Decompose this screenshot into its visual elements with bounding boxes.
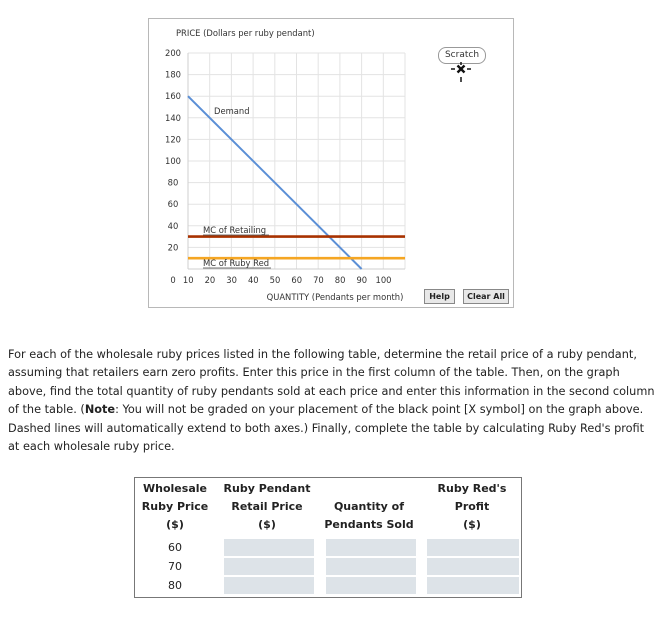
wholesale-price-cell: 60: [168, 541, 182, 554]
header-profit: [425, 480, 519, 534]
header-line: Retail Price: [231, 500, 303, 513]
x-tick-label: 50: [269, 275, 281, 285]
instructions-text: [8, 346, 658, 456]
quantity-sold-input-80[interactable]: [326, 577, 416, 594]
y-tick-label: 80: [167, 177, 179, 188]
header-line: Ruby Red's: [437, 482, 507, 495]
demand-label: Demand: [214, 106, 250, 116]
y-tick-label: 60: [167, 199, 179, 210]
header-line: Wholesale: [143, 482, 207, 495]
quantity-sold-input-60[interactable]: [326, 539, 416, 556]
y-tick-label: 160: [165, 91, 181, 102]
header-line: Profit: [454, 500, 490, 513]
y-tick-label: 200: [165, 48, 181, 58]
header-wholesale-ruby-price: [139, 480, 211, 534]
x-tick-label: 30: [226, 275, 237, 285]
header-line: ($): [258, 518, 276, 531]
header-line: Ruby Pendant: [223, 482, 311, 495]
header-quantity-sold: [321, 498, 417, 534]
retail-price-input-80[interactable]: [224, 577, 314, 594]
help-button[interactable]: Help: [424, 289, 455, 304]
header-line: Ruby Price: [141, 500, 209, 513]
y-tick-label: 120: [165, 134, 181, 145]
x-tick-label: 60: [291, 275, 303, 285]
scratch-button[interactable]: Scratch: [438, 47, 486, 64]
clear-all-button[interactable]: Clear All: [463, 289, 509, 304]
note-label: Note: [84, 403, 116, 417]
instructions-part-1: For each of the wholesale ruby prices listed in the following table, determine the retail price of a ruby pendant, assuming that retailers earn zero profits. Enter this price in the first column of the table. Then, on the graph above, find the total quantity of ruby pendants sold at each price and enter this information in the second column of the table. (: [8, 348, 655, 417]
x-tick-label: 100: [375, 275, 392, 285]
retail-price-input-70[interactable]: [224, 558, 314, 575]
profit-input-80[interactable]: [427, 577, 519, 594]
header-line: ($): [166, 518, 184, 531]
profit-input-70[interactable]: [427, 558, 519, 575]
x-axis-title: QUANTITY (Pendants per month): [266, 292, 404, 302]
y-tick-label: 0: [170, 275, 176, 285]
x-tick-label: 90: [356, 275, 368, 285]
scratch-x-point-icon[interactable]: [449, 62, 473, 86]
x-tick-label: 80: [334, 275, 346, 285]
y-tick-label: 40: [167, 220, 179, 231]
mc-retailing-label: MC of Retailing: [203, 225, 267, 235]
x-tick-label: 10: [182, 275, 194, 285]
profit-input-60[interactable]: [427, 539, 519, 556]
retail-price-input-60[interactable]: [224, 539, 314, 556]
y-tick-label: 180: [165, 69, 181, 80]
instructions-part-2: : You will not be graded on your placement of the black point [X symbol] on the graph above. Dashed lines will automatically extend to both axes.) Finally, complete the table by calculating Ruby Red's profit at each wholesale ruby price.: [8, 403, 645, 454]
wholesale-price-cell: 80: [168, 579, 182, 592]
y-axis-title: PRICE (Dollars per ruby pendant): [176, 28, 315, 38]
x-tick-label: 40: [247, 275, 259, 285]
y-tick-label: 100: [165, 156, 181, 166]
wholesale-price-cell: 70: [168, 560, 182, 573]
x-tick-label: 70: [313, 275, 324, 285]
quantity-sold-input-70[interactable]: [326, 558, 416, 575]
x-tick-label: 20: [204, 275, 216, 285]
header-line: Quantity of: [333, 500, 405, 513]
header-retail-price: [219, 480, 315, 534]
header-line: Pendants Sold: [324, 518, 414, 531]
y-tick-label: 20: [167, 242, 179, 253]
header-line: ($): [463, 518, 481, 531]
mc-ruby-red-label: MC of Ruby Red: [203, 258, 270, 268]
y-tick-label: 140: [165, 112, 181, 123]
results-table: [134, 477, 522, 598]
